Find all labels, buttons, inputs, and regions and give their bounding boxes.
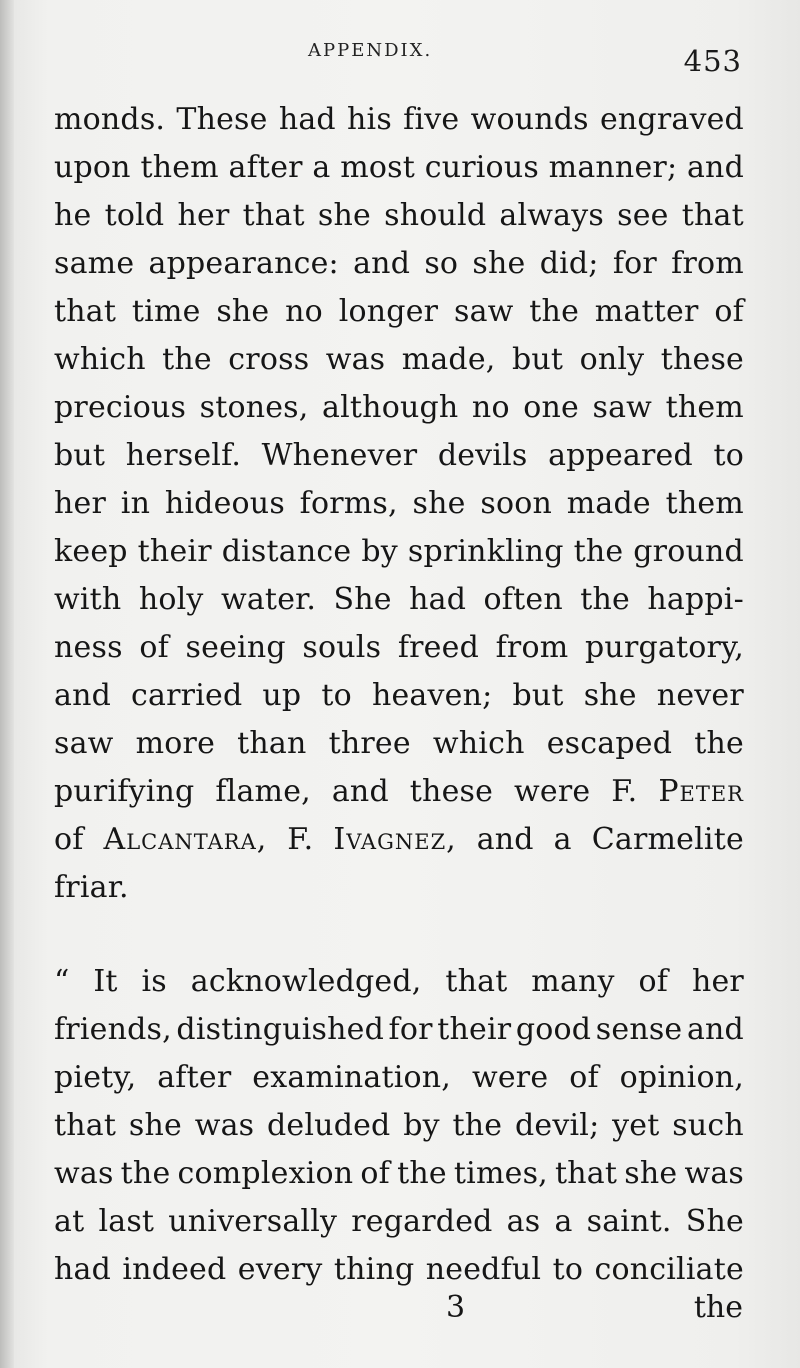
word: Ivagnez, (333, 822, 457, 857)
word: Alcantara, (103, 822, 268, 857)
word: these (660, 342, 744, 377)
word: distinguished (176, 1012, 384, 1047)
word: acknowledged, (190, 964, 422, 999)
word: saw (54, 726, 114, 761)
word: although (322, 390, 459, 425)
text-line (54, 192, 744, 240)
word: than (237, 726, 307, 761)
word: indeed (122, 1252, 227, 1287)
word: regarded (351, 1204, 493, 1239)
word: monds. (54, 102, 166, 137)
word: hideous (164, 486, 285, 521)
word: keep (54, 534, 128, 569)
word: time (131, 294, 201, 329)
word: of (360, 1156, 390, 1191)
word: made, (401, 342, 496, 377)
word: she (216, 294, 270, 329)
word: five (403, 102, 460, 137)
word: holy (138, 582, 204, 617)
word: her (691, 964, 744, 999)
word: she (412, 486, 466, 521)
word: that (54, 1108, 117, 1143)
word: last (98, 1204, 155, 1239)
word: heaven; (371, 678, 493, 713)
word: yet (612, 1108, 660, 1143)
word: so (424, 246, 459, 281)
word: such (672, 1108, 744, 1143)
word: made (566, 486, 651, 521)
word: with (54, 582, 122, 617)
word: opinion, (619, 1060, 744, 1095)
word: water. (220, 582, 317, 617)
word: a (554, 1204, 573, 1239)
word: seeing (185, 630, 286, 665)
word: only (579, 342, 645, 377)
word: carried (131, 678, 243, 713)
word: which (432, 726, 525, 761)
word: the (162, 342, 212, 377)
word: complexion (177, 1156, 354, 1191)
text-line (54, 1054, 744, 1102)
word: always (499, 198, 604, 233)
word: upon (54, 150, 131, 185)
text-line (54, 384, 744, 432)
catchword: the (693, 1290, 743, 1325)
word: and (54, 678, 112, 713)
word: the (580, 582, 630, 617)
paragraph-gap (54, 912, 744, 958)
word: by (361, 534, 398, 569)
word: conciliate (594, 1252, 744, 1287)
body-text (54, 96, 744, 1294)
text-line (54, 144, 744, 192)
word: manner; (548, 150, 678, 185)
word: good (515, 1012, 592, 1047)
word: saw (592, 390, 653, 425)
word: told (104, 198, 165, 233)
signature-mark: 3 (446, 1290, 466, 1325)
word: for (612, 246, 657, 281)
word: as (506, 1204, 541, 1239)
word: their (437, 1012, 512, 1047)
word: F. (611, 774, 638, 809)
text-line (54, 1102, 744, 1150)
word: were (514, 774, 591, 809)
word: longer (338, 294, 439, 329)
word: every (237, 1252, 323, 1287)
word: purgatory, (585, 630, 744, 665)
word: friar. (54, 870, 129, 905)
word: She (685, 1204, 744, 1239)
word: souls (302, 630, 382, 665)
text-line (54, 672, 744, 720)
word: of (638, 964, 669, 999)
text-line (54, 864, 744, 912)
word: of (714, 294, 744, 329)
word: herself. (125, 438, 242, 473)
word: did; (539, 246, 599, 281)
text-line (54, 624, 744, 672)
text-line (54, 528, 744, 576)
word: cross (228, 342, 310, 377)
word: times, (453, 1156, 548, 1191)
word: no (285, 294, 323, 329)
text-line (54, 96, 744, 144)
word: one (523, 390, 579, 425)
word: distance (221, 534, 352, 569)
word: of (54, 822, 84, 857)
page-number: 453 (683, 44, 742, 78)
word: forms, (299, 486, 398, 521)
word: ground (633, 534, 744, 569)
word: them (665, 486, 744, 521)
word: was (684, 1156, 744, 1191)
word: sprinkling (407, 534, 564, 569)
word: curious (424, 150, 539, 185)
word: that (242, 198, 305, 233)
text-line (54, 816, 744, 864)
text-line (54, 576, 744, 624)
word: she (317, 198, 371, 233)
word: engraved (599, 102, 744, 137)
word: a (553, 822, 572, 857)
word: were (471, 1060, 549, 1095)
text-line (54, 958, 744, 1006)
word: F. (287, 822, 314, 857)
page-edge-shadow (0, 0, 14, 1368)
word: Carmelite (591, 822, 744, 857)
word: and (686, 1012, 744, 1047)
word: but (54, 438, 106, 473)
word: appearance: (148, 246, 339, 281)
word: that (681, 198, 744, 233)
word: in (120, 486, 151, 521)
word: “ (54, 964, 70, 999)
word: wounds (470, 102, 589, 137)
text-line (54, 720, 744, 768)
word: purifying (54, 774, 195, 809)
word: three (328, 726, 411, 761)
word: thing (333, 1252, 415, 1287)
word: examination, (252, 1060, 452, 1095)
word: them (665, 390, 744, 425)
word: after (228, 150, 303, 185)
word: she (624, 1156, 678, 1191)
word: she (472, 246, 526, 281)
word: often (483, 582, 563, 617)
word: should (384, 198, 487, 233)
word: friends, (54, 1012, 172, 1047)
word: universally (168, 1204, 338, 1239)
word: saint. (586, 1204, 672, 1239)
word: same (54, 246, 135, 281)
word: for (388, 1012, 433, 1047)
word: deluded (267, 1108, 391, 1143)
page-header (0, 38, 800, 78)
word: many (531, 964, 615, 999)
word: precious (54, 390, 187, 425)
running-head: APPENDIX. (308, 40, 433, 61)
word: that (555, 1156, 618, 1191)
text-line (54, 480, 744, 528)
paragraph-1 (54, 96, 744, 912)
word: Peter (658, 774, 744, 809)
word: to (321, 678, 352, 713)
text-line (54, 768, 744, 816)
word: the (452, 1108, 503, 1143)
word: but (512, 678, 564, 713)
word: after (157, 1060, 232, 1095)
word: soon (480, 486, 552, 521)
word: sense (595, 1012, 683, 1047)
word: stones, (199, 390, 309, 425)
word: his (347, 102, 392, 137)
word: more (135, 726, 216, 761)
word: but (511, 342, 564, 377)
word: from (495, 630, 569, 665)
word: he (54, 198, 92, 233)
word: that (445, 964, 508, 999)
word: them (140, 150, 219, 185)
word: and (331, 774, 389, 809)
word: these (409, 774, 494, 809)
word: see (617, 198, 669, 233)
word: of (139, 630, 169, 665)
word: and (476, 822, 534, 857)
word: appeared (548, 438, 693, 473)
word: was (325, 342, 386, 377)
word: flame, (215, 774, 311, 809)
word: to (713, 438, 744, 473)
text-line (54, 1246, 744, 1294)
word: freed (397, 630, 479, 665)
text-line (54, 336, 744, 384)
word: piety, (54, 1060, 137, 1095)
word: that (54, 294, 117, 329)
word: is (141, 964, 167, 999)
word: a (312, 150, 331, 185)
word: had (54, 1252, 112, 1287)
word: she (128, 1108, 182, 1143)
paragraph-2 (54, 958, 744, 1294)
word: had (409, 582, 467, 617)
word: of (569, 1060, 599, 1095)
word: the (573, 534, 624, 569)
word: the (120, 1156, 171, 1191)
word: her (54, 486, 107, 521)
word: she (583, 678, 637, 713)
word: by (403, 1108, 440, 1143)
word: most (340, 150, 415, 185)
word: up (262, 678, 302, 713)
word: their (137, 534, 212, 569)
word: devils (437, 438, 528, 473)
text-line (54, 1006, 744, 1054)
word: at (54, 1204, 85, 1239)
word: She (333, 582, 392, 617)
page-footer (0, 1290, 800, 1340)
word: had (278, 102, 336, 137)
word: and (686, 150, 744, 185)
word: was (194, 1108, 255, 1143)
word: from (671, 246, 744, 281)
word: her (177, 198, 230, 233)
word: These (176, 102, 268, 137)
text-line (54, 288, 744, 336)
word: which (54, 342, 146, 377)
word: escaped (546, 726, 673, 761)
text-line (54, 432, 744, 480)
word: needful (425, 1252, 542, 1287)
text-line (54, 1198, 744, 1246)
word: saw (453, 294, 514, 329)
word: and (353, 246, 411, 281)
word: was (54, 1156, 114, 1191)
word: no (471, 390, 510, 425)
text-line (54, 240, 744, 288)
word: matter (594, 294, 699, 329)
word: to (552, 1252, 584, 1287)
word: happi- (647, 582, 744, 617)
word: the (397, 1156, 447, 1191)
word: never (656, 678, 744, 713)
text-line (54, 1150, 744, 1198)
word: Whenever (261, 438, 418, 473)
word: the (529, 294, 580, 329)
word: devil; (515, 1108, 600, 1143)
word: ness (54, 630, 123, 665)
word: It (93, 964, 118, 999)
word: the (694, 726, 744, 761)
